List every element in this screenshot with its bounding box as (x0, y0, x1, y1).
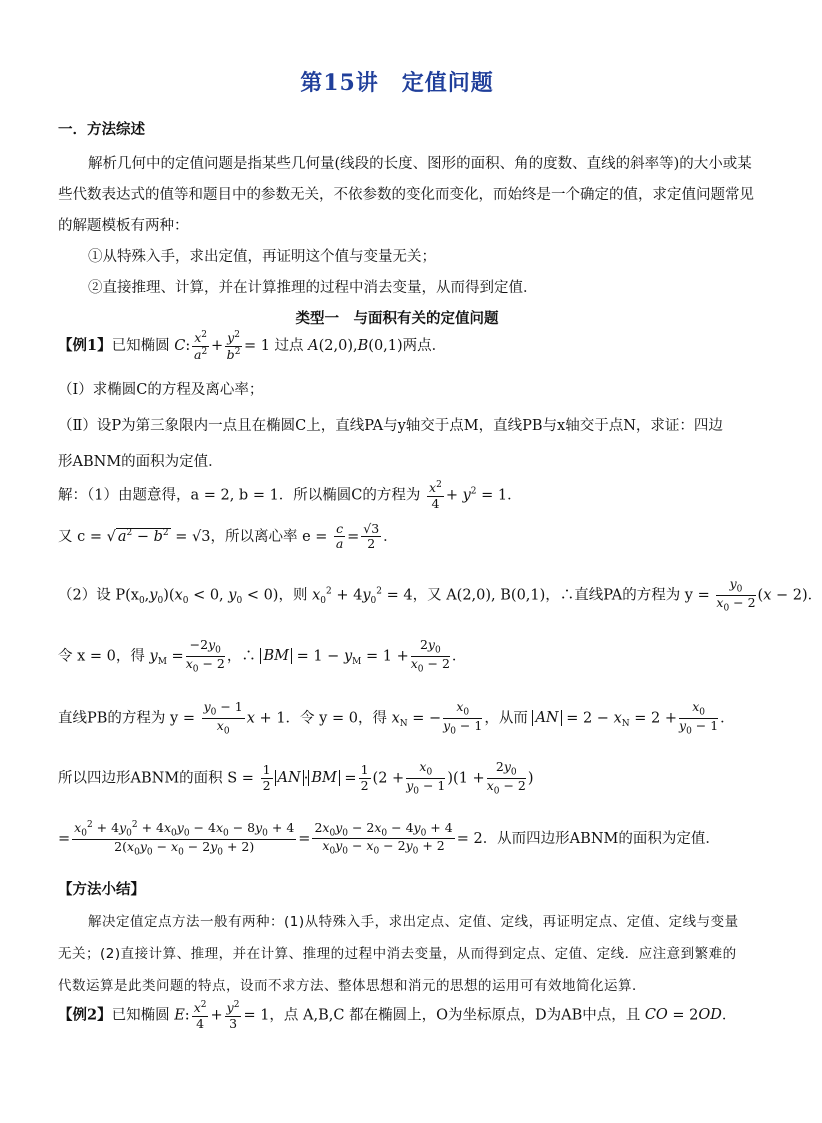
section-heading: 一．方法综述 (58, 121, 145, 138)
intro-line-1: 解析几何中的定值问题是指某些几何量(线段的长度、图形的面积、角的度数、直线的斜率等)的大小或某 (88, 156, 752, 172)
solution-line-1: 解：（1）由题意得，a = 2, b = 1．所以椭圆C的方程为 $\frac{x^2}{4}$ + $y^2 = 1$． (58, 480, 522, 511)
summary-line-2: 无关；(2)直接计算、推理，并在计算、推理的过程中消去变量，从而得到定点、定值、定线．应注意到繁难的 (58, 946, 737, 962)
page-title: 第15讲 定值问题 (300, 70, 494, 96)
question-2-line-2: 形ABNM的面积为定值． (58, 454, 223, 470)
intro-line-3: 的解题模板有两种： (58, 218, 189, 234)
summary-line-3: 代数运算是此类问题的特点，设而不求方法、整体思想和消元的思想的运用可有效地简化运算． (58, 978, 646, 994)
example-1-statement: 【例1】已知椭圆 C: $\frac{x^2}{a^2}$ + $\frac{y^2}{b^2}$ = 1 过点 A(2,0),B(0,1)两点． (58, 330, 447, 362)
intro-line-2: 些代数表达式的值等和题目中的参数无关，不依参数的变化而变化，而始终是一个确定的值，求定值问题常见 (58, 187, 754, 203)
summary-heading: 【方法小结】 (58, 881, 145, 898)
solution-line-5: 直线PB的方程为 y = $\frac{y_0 - 1}{x_0}$ x + 1．令 y = 0，得 $x_N$ = − $\frac{x_0}{y_0 - 1}$ ，从而 AN = $2 - x_N = 2$ + $\frac{x_0}{y_0 - 1}$ ． (58, 699, 735, 737)
solution-line-3: （2）设 $P(x_0,y_0)(x_0 < 0$, $y_0 < 0$)，则 $x_0^2 + 4y_0^2 = 4$，又 A(2,0), B(0,1)，∴直线PA的方程为 y = $\frac{y_0}{x_0 - 2}$ (x − 2)． (58, 576, 822, 614)
type-heading: 类型一 与面积有关的定值问题 (295, 310, 499, 327)
solution-line-4: 令 x = 0，得 $y_M$ = $\frac{-2y_0}{x_0 - 2}$ ，∴ BM = $1 - y_M = 1$ + $\frac{2y_0}{x_0 - 2}$ ． (58, 637, 467, 675)
question-1: （I）求椭圆C的方程及离心率； (58, 382, 264, 398)
example-2-statement: 【例2】已知椭圆 E: $\frac{x^2}{4}$ + $\frac{y^2}{3}$ = 1，点 A,B,C 都在椭圆上，O为坐标原点，D为AB中点，且 CO = 2OD． (58, 1000, 737, 1031)
solution-line-6: 所以四边形ABNM的面积 S = $\frac{1}{2}$ AN · BM = $\frac{1}{2}$ (2 + $\frac{x_0}{y_0 - 1}$ )(1 + $\frac{2y_0}{x_0 - 2}$ ) (58, 759, 534, 797)
solution-line-7: = $\frac{x_0^2 + 4y_0^2 + 4x_0y_0 - 4x_0 - 8y_0 + 4}{2(x_0y_0 - x_0 - 2y_0 + 2)}$ = $\frac{2x_0y_0 - 2x_0 - 4y_0 + 4}{x_0y_0 - x_0 - 2y_0 + 2}$ = 2．从而四边形ABNM的面积为定值． (58, 819, 720, 858)
method-2: ②直接推理、计算，并在计算推理的过程中消去变量，从而得到定值． (88, 280, 538, 296)
example-label: 【例1】 (58, 337, 112, 355)
example-label: 【例2】 (58, 1006, 112, 1024)
summary-line-1: 解决定值定点方法一般有两种：(1)从特殊入手，求出定点、定值、定线，再证明定点、定值、定线与变量 (88, 914, 739, 930)
method-1: ①从特殊入手，求出定值，再证明这个值与变量无关； (88, 249, 436, 265)
question-2-line-1: （Ⅱ）设P为第三象限内一点且在椭圆C上，直线PA与y轴交于点M，直线PB与x轴交于点N，求证：四边 (58, 418, 723, 434)
solution-line-2: 又 c = √ $a^2 - b^2 = √3$，所以离心率 e = $\frac{c}{a}$ = $\frac{√3}{2}$ ． (58, 521, 398, 552)
